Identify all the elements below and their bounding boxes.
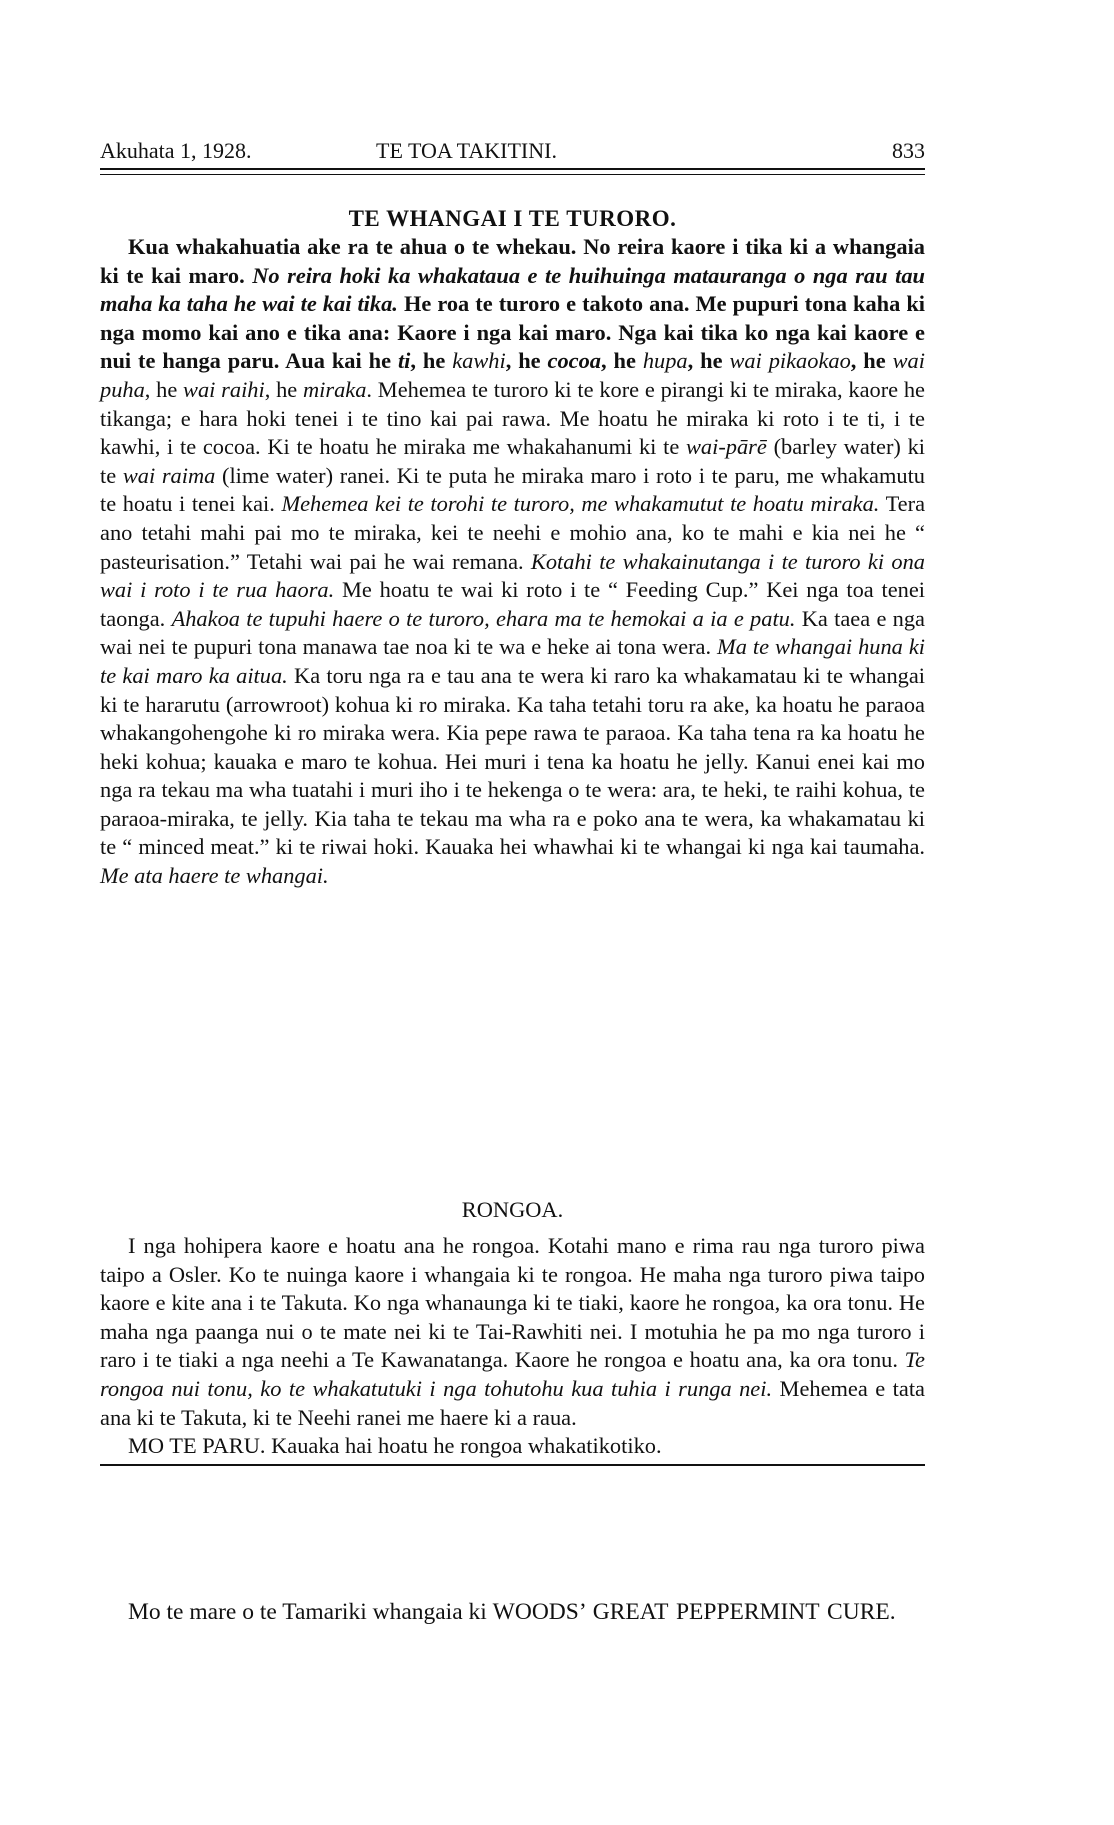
text-run: wai puha [100,348,925,402]
advertisement [100,1597,925,1627]
text-run: No reira hoki ka whakatauа e te huihuinga matauranga o nga rau tau maha ka taha he wai te kai tika. [100,262,925,317]
text-run: wai-pārē [685,434,767,460]
text-run: Ka toru nga ra e tau ana te wera ki raro ka whakamatau ki te whangai ki te hararutu (arrowroot) kohua ki ro miraka. Ka taha tetahi toru ra ake, ka hoatu he paraoa whakangohengohe ki ro miraka wera. Kia pepe rawa te paraoa. Ka taha tena ra ka hoatu he heki kohua; kauaka e maro te kohua. Hei muri i tena ka hoatu he jelly. Kanui enei kai mo nga ra tekau ma wha tuatahi i muri iho i te hekenga o te wera: ara, te heki, te raihi kohua, te paraoa-miraka, te jelly. Kia taha te tekau ma wha ra e poko ana te wera, ka whakamatau ki te “ minced meat.” ki te riwai hoki. Kauaka hei whawhai ki te whangai ki nga kai taumaha. [100,662,926,860]
text-run: (lime water) ranei. Ki te puta he miraka maro i roto i te paru, me whakamutu te hoatu i tenei kai. [100,462,925,517]
text-run: (barley water) ki te [100,434,925,488]
text-run: Mehemea kei te torohi te turoro, me whakamutut te hoatu miraka. [281,491,880,517]
text-run: ti [397,348,411,374]
header-rule-thin [100,174,925,175]
text-run: Me hoatu te wai ki roto i te “ Feeding Cup.” Kei nga toa tenei taonga. [100,577,925,631]
text-run: , he [144,376,184,402]
text-run: He roa te turoro e takoto ana. Me pupuri tona kaha ki nga momo kai ano e tika ana: Kaore i nga kai maro. Nga kai tika ko nga kai kaore e nui te hanga paru. Aua kai he [100,291,925,374]
text-run: , he [505,348,548,374]
text-run: wai raihi [183,376,265,402]
text-run: , he [687,348,730,374]
text-run: hupa [642,348,688,374]
closing-rule [100,1464,925,1466]
article-paragraph-2 [100,1232,925,1432]
text-run: Ma te whangai huna ki te kai maro ka aitua. [100,634,925,688]
issue-date: Akuhata 1, 1928. [100,138,252,163]
article [100,205,925,891]
text-run: , he [850,348,893,374]
text-run: kawhi [452,348,506,374]
text-run: Mehemea e tata ana ki te Takuta, ki te Neehi ranei me haere ki a raua. [100,1375,925,1430]
text-run: , he [264,376,303,402]
text-run: Ahakoa te tupuhi haere o te turoro, ehara ma te hemokai a ia e patu. [171,605,796,631]
article-paragraph-1 [100,233,925,891]
magazine-title: TE TOA TAKITINI. [376,138,557,163]
article-title: TE WHANGAI I TE TURORO. [348,206,677,231]
text-run: . Mehemea te turoro ki te kore e pirangi ki te miraka, kaore he tikanga; e hara hoki tenei i te tino kai pai rawa. Me hoatu he miraka ki roto i te ti, i te kawhi, i te cocoa. Ki te hoatu he miraka me whakahanumi ki te [100,376,925,460]
text-run: Tera ano tetahi mahi pai mo te miraka, kei te neehi e mohio ana, ko te mahi e kia nei he “ pasteurisation.” Tetahi wai pai he wai remana. [100,491,926,574]
text-run: wai pikaokao [729,348,851,374]
text-run: I nga hohipera kaore e hoatu ana he rongoa. Kotahi mano e rima rau nga turoro piwa taipo a Osler. Ko te nuinga kaore i whangaia ki te rongoa. He maha nga turoro piwa taipo kaore e kite ana i te Takuta. Ko nga whanaunga ki te tiaki, kaore he rongoa, ka ora tonu. He maha nga paanga nui o te mate nei ki te Tai-Rawhiti nei. I motuhia he pa mo nga turoro i raro i te tiaki a nga neehi a Te Kawanatanga. Kaore he rongoa e hoatu ana, ka ora tonu. [100,1233,925,1373]
text-run: Kua whakahuatia ake ra te ahua o te whekau. No reira kaore i tika ki a whangaia ki te kai maro. [100,234,925,288]
running-header [100,137,925,165]
text-run: Ka taea e nga wai nei te pupuri tona manawa tae noa ki te wa e heke ai tona wera. [100,605,925,660]
text-run: Me ata haere te whangai. [100,863,329,889]
text-run: miraka [302,376,367,402]
advert-brand: WOODS’ GREAT PEPPERMINT CURE. [492,1598,896,1625]
text-run: Te rongoa nui tonu, ko te whakatutuki i nga tohutohu kua tuhia i runga nei. [100,1347,925,1401]
text-run: wai raima [122,462,216,488]
page-number: 833 [892,138,925,163]
text-run: , he [410,348,453,374]
text-run: cocoa [547,348,601,374]
section-heading: RONGOA. [461,1197,564,1222]
text-run: , he [601,348,643,374]
closing-line: MO TE PARU. Kauaka hai hoatu he rongoa whakatikotiko. [128,1433,662,1459]
text-run: Kotahi te whakainutanga i te turoro ki ona wai i roto i te rua haora. [100,548,925,603]
remedies-section [100,1196,925,1466]
advert-lead: Mo te mare o te Tamariki whangaia ki [128,1598,493,1625]
header-rule-thick [100,168,925,170]
